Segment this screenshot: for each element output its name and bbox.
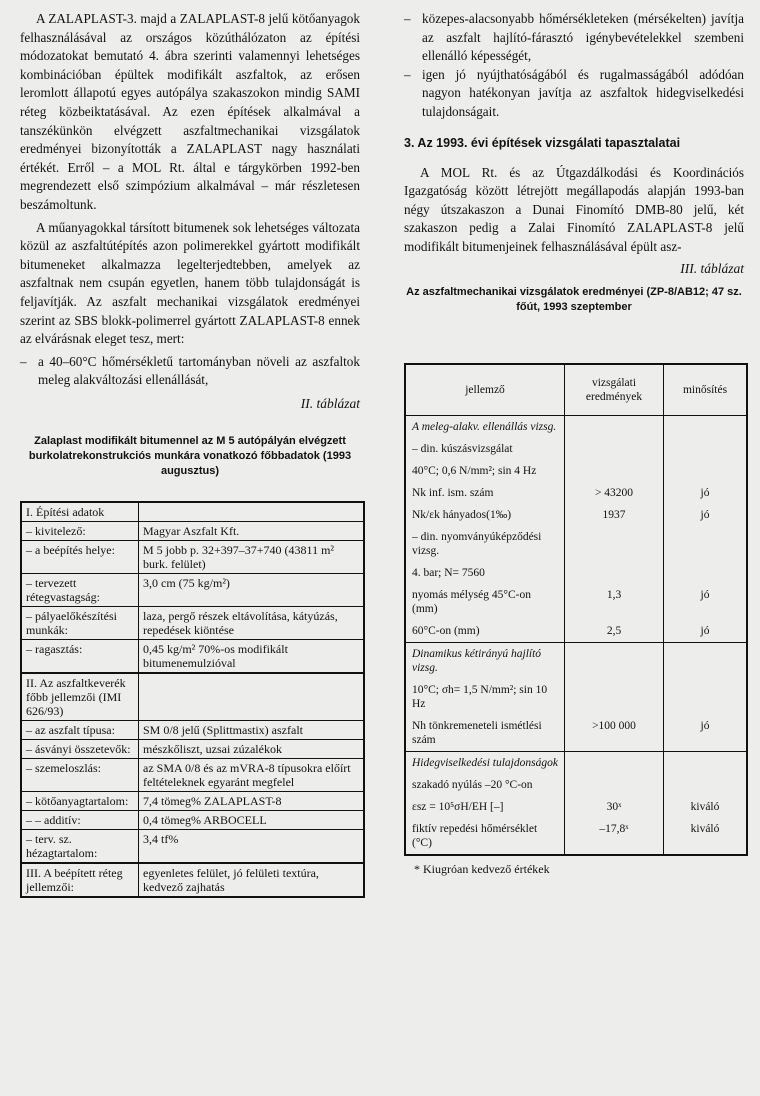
table-cell-eredmeny xyxy=(565,526,664,562)
table-row xyxy=(405,526,747,562)
table-row xyxy=(21,502,364,522)
table-cell-value: 0,45 kg/m² 70%-os modifikált bitumenemulzióval xyxy=(139,639,365,673)
paragraph-2: A műanyagokkal társított bitumenek sok lehetséges változata közül az aszfaltútépítés azon polimerekkel gyártott modifikált bitumeneket alkalmazza legelterjedtebben, amelyek az aszfaltnak nem csupán egyetlen, hanem több tulajdonságát is feljavítják. Az aszfalt mechanikai vizsgálatok eredményei szerint az SBS blokk-polimerrel gyártott ZALAPLAST-8 ennek az elvárásnak eleget tesz, mert: xyxy=(20,219,360,347)
table-cell-value: 0,4 tömeg% ARBOCELL xyxy=(139,810,365,829)
table-cell-key: III. A beépített réteg jellemzői: xyxy=(21,863,139,897)
right-column xyxy=(404,10,744,877)
table-row xyxy=(405,796,747,818)
table-row xyxy=(405,562,747,584)
table-cell-eredmeny xyxy=(565,642,664,679)
dash-marker: – xyxy=(20,353,27,369)
table-row xyxy=(405,620,747,643)
table-row xyxy=(405,642,747,679)
bullet-item-2 xyxy=(404,10,744,66)
table-row xyxy=(405,482,747,504)
table-row xyxy=(405,460,747,482)
table-cell-minosites xyxy=(664,415,748,438)
bullet-item-1 xyxy=(20,353,360,390)
dash-marker: – xyxy=(404,66,411,82)
table-cell-eredmeny xyxy=(565,415,664,438)
table-row xyxy=(405,818,747,855)
table-cell-key: I. Építési adatok xyxy=(21,502,139,522)
table-iii xyxy=(404,363,748,856)
table-cell-jellemzo: Nk/εk hányados(1‰) xyxy=(405,504,565,526)
table-cell-value: 7,4 tömeg% ZALAPLAST-8 xyxy=(139,791,365,810)
table-cell-eredmeny xyxy=(565,679,664,715)
table-row xyxy=(405,584,747,620)
bullet-item-3 xyxy=(404,66,744,122)
table-row xyxy=(21,829,364,863)
table-cell-minosites xyxy=(664,774,748,796)
table-cell-value: az SMA 0/8 és az mVRA-8 típusokra előírt feltételeknek egyaránt megfelel xyxy=(139,758,365,791)
table-row xyxy=(21,739,364,758)
table-cell-jellemzo: – din. nyomványúképződési vizsg. xyxy=(405,526,565,562)
table-row xyxy=(21,521,364,540)
table-cell-minosites: kiváló xyxy=(664,796,748,818)
col-header-minosites: minősítés xyxy=(664,364,748,416)
table-cell-minosites xyxy=(664,460,748,482)
table-cell-minosites xyxy=(664,679,748,715)
table-cell-key: – tervezett rétegvastagság: xyxy=(21,573,139,606)
table-row xyxy=(21,606,364,639)
table-cell-minosites: jó xyxy=(664,715,748,752)
table-cell-jellemzo: Nh tönkremeneteli ismétlési szám xyxy=(405,715,565,752)
footnote: * Kiugróan kedvező értékek xyxy=(414,861,550,876)
table-cell-value: laza, pergő részek eltávolítása, kátyúzás, repedések kiöntése xyxy=(139,606,365,639)
table-cell-minosites xyxy=(664,526,748,562)
table-cell-minosites: kiváló xyxy=(664,818,748,855)
section-heading: 3. Az 1993. évi építések vizsgálati tapasztalatai xyxy=(404,135,681,150)
table-row xyxy=(405,751,747,774)
table-cell-value: 3,4 tf% xyxy=(139,829,365,863)
table-row xyxy=(405,415,747,438)
table-cell-jellemzo: nyomás mélység 45°C-on (mm) xyxy=(405,584,565,620)
table-row xyxy=(405,438,747,460)
col-header-jellemzo: jellemző xyxy=(405,364,565,416)
table-cell-key: – kivitelező: xyxy=(21,521,139,540)
table-cell-eredmeny xyxy=(565,751,664,774)
table-cell-key: – ásványi összetevők: xyxy=(21,739,139,758)
table-row xyxy=(21,791,364,810)
table-cell-jellemzo: Nk inf. ism. szám xyxy=(405,482,565,504)
table-row xyxy=(21,758,364,791)
table-ii-label: II. táblázat xyxy=(300,395,360,411)
table-cell-jellemzo: Dinamikus kétirányú hajlító vizsg. xyxy=(405,642,565,679)
table-cell-value: mészkőliszt, uzsai zúzalékok xyxy=(139,739,365,758)
table-row xyxy=(405,715,747,752)
table-cell-minosites: jó xyxy=(664,620,748,643)
table-cell-key: – a beépítés helye: xyxy=(21,540,139,573)
table-cell-eredmeny: 1,3 xyxy=(565,584,664,620)
table-cell-key: – – additív: xyxy=(21,810,139,829)
table-row xyxy=(21,639,364,673)
table-cell-jellemzo: szakadó nyúlás –20 °C-on xyxy=(405,774,565,796)
table-cell-eredmeny: 30ˣ xyxy=(565,796,664,818)
table-cell-minosites: jó xyxy=(664,482,748,504)
table-cell-eredmeny: >100 000 xyxy=(565,715,664,752)
dash-marker: – xyxy=(404,11,411,26)
table-cell-key: – pályaelőkészítési munkák: xyxy=(21,606,139,639)
table-cell-jellemzo: 60°C-on (mm) xyxy=(405,620,565,643)
table-ii xyxy=(20,501,365,898)
table-cell-jellemzo: εsz = 10⁵σH/EH [–] xyxy=(405,796,565,818)
table-cell-eredmeny: 2,5 xyxy=(565,620,664,643)
table-cell-eredmeny xyxy=(565,438,664,460)
table-cell-jellemzo: – din. kúszásvizsgálat xyxy=(405,438,565,460)
table-cell-jellemzo: Hidegviselkedési tulajdonságok xyxy=(405,751,565,774)
table-cell-minosites: jó xyxy=(664,584,748,620)
table-row xyxy=(21,810,364,829)
table-iii-label: III. táblázat xyxy=(680,260,744,276)
paragraph-3: A MOL Rt. és az Útgazdálkodási és Koordinációs Igazgatóság között létrejött megállapodás alapján 1993-ban négy útszakaszon a Dunai Finomító DMB-80 jelű, két szakaszon pedig a Zalai Finomító ZALAPLAST-8 jelű modifikált bitumenjeinek felhasználásával épült asz- xyxy=(404,164,744,254)
table-cell-key: – ragasztás: xyxy=(21,639,139,673)
table-ii-caption: Zalaplast modifikált bitumennel az M 5 autópályán elvégzett burkolatrekonstrukciós munkára vonatkozó főbbadatok (1993 augusztus) xyxy=(28,434,352,477)
table-cell-eredmeny: 1937 xyxy=(565,504,664,526)
table-cell-eredmeny: > 43200 xyxy=(565,482,664,504)
table-row xyxy=(21,540,364,573)
table-cell-value: 3,0 cm (75 kg/m²) xyxy=(139,573,365,606)
table-row xyxy=(21,673,364,721)
left-column xyxy=(20,10,360,898)
table-cell-key: II. Az aszfaltkeverék főbb jellemzői (IMI 626/93) xyxy=(21,673,139,721)
table-cell-key: – terv. sz. hézagtartalom: xyxy=(21,829,139,863)
table-cell-key: – az aszfalt típusa: xyxy=(21,720,139,739)
table-cell-jellemzo: 4. bar; N= 7560 xyxy=(405,562,565,584)
table-cell-minosites xyxy=(664,642,748,679)
table-cell-eredmeny: –17,8ˣ xyxy=(565,818,664,855)
table-cell-minosites xyxy=(664,438,748,460)
table-cell-minosites xyxy=(664,562,748,584)
table-cell-key: – kötőanyagtartalom: xyxy=(21,791,139,810)
table-row xyxy=(21,863,364,897)
table-cell-jellemzo: fiktív repedési hőmérséklet (°C) xyxy=(405,818,565,855)
table-cell-jellemzo: 10°C; σh= 1,5 N/mm²; sin 10 Hz xyxy=(405,679,565,715)
table-cell-value: egyenletes felület, jó felületi textúra, kedvező zajhatás xyxy=(139,863,365,897)
table-cell-value: Magyar Aszfalt Kft. xyxy=(139,521,365,540)
table-cell-eredmeny xyxy=(565,562,664,584)
bullet-text: közepes-alacsonyabb hőmérsékleteken (mérsékelten) javítja az aszfalt hajlító-fárasztó igénybevételekkel szembeni ellenálló képességét, xyxy=(422,11,744,64)
table-cell-key: – szemeloszlás: xyxy=(21,758,139,791)
table-cell-jellemzo: 40°C; 0,6 N/mm²; sin 4 Hz xyxy=(405,460,565,482)
table-row xyxy=(21,573,364,606)
table-row xyxy=(405,679,747,715)
table-cell-value: SM 0/8 jelű (Splittmastix) aszfalt xyxy=(139,720,365,739)
bullet-text: a 40–60°C hőmérsékletű tartományban növeli az aszfaltok meleg alakváltozási ellenállását, xyxy=(38,353,360,388)
table-cell-eredmeny xyxy=(565,460,664,482)
table-row xyxy=(405,504,747,526)
paragraph-1: A ZALAPLAST-3. majd a ZALAPLAST-8 jelű kötőanyagok felhasználásával az országos közúthálózaton az építési módozatokat bemutató 4. ábra szerinti valamennyi lehetséges kombinációban épültek modifikált aszfaltok, az erősen leromlott állapotú egyes autópálya szakaszokon mindig SAMI réteg közbeiktatásával. Az ezen építések alkalmával a tanszékünkön elvégzett aszfaltmechanikai vizsgálatok eredményei bizonyították a ZALAPLAST nagy használati értékét. Erről – a MOL Rt. által e tárgykörben 1992-ben megrendezett első szimpózium alkalmával – már részletesen beszámoltunk. xyxy=(20,11,360,212)
table-cell-minosites: jó xyxy=(664,504,748,526)
table-iii-caption: Az aszfaltmechanikai vizsgálatok eredményei (ZP-8/AB12; 47 sz. főút, 1993 szeptember xyxy=(406,285,742,313)
table-cell-jellemzo: A meleg-alakv. ellenállás vizsg. xyxy=(405,415,565,438)
table-cell-value xyxy=(139,502,365,522)
table-cell-value xyxy=(139,673,365,721)
table-row xyxy=(405,774,747,796)
table-cell-minosites xyxy=(664,751,748,774)
col-header-eredmenyek: vizsgálati eredmények xyxy=(565,364,664,416)
table-row xyxy=(21,720,364,739)
table-cell-eredmeny xyxy=(565,774,664,796)
table-cell-value: M 5 jobb p. 32+397–37+740 (43811 m² burk. felület) xyxy=(139,540,365,573)
bullet-text: igen jó nyújthatóságából és rugalmasságából adódóan nagyon hatékonyan javítja az aszfaltok hidegviselkedési tulajdonságait. xyxy=(422,66,744,119)
